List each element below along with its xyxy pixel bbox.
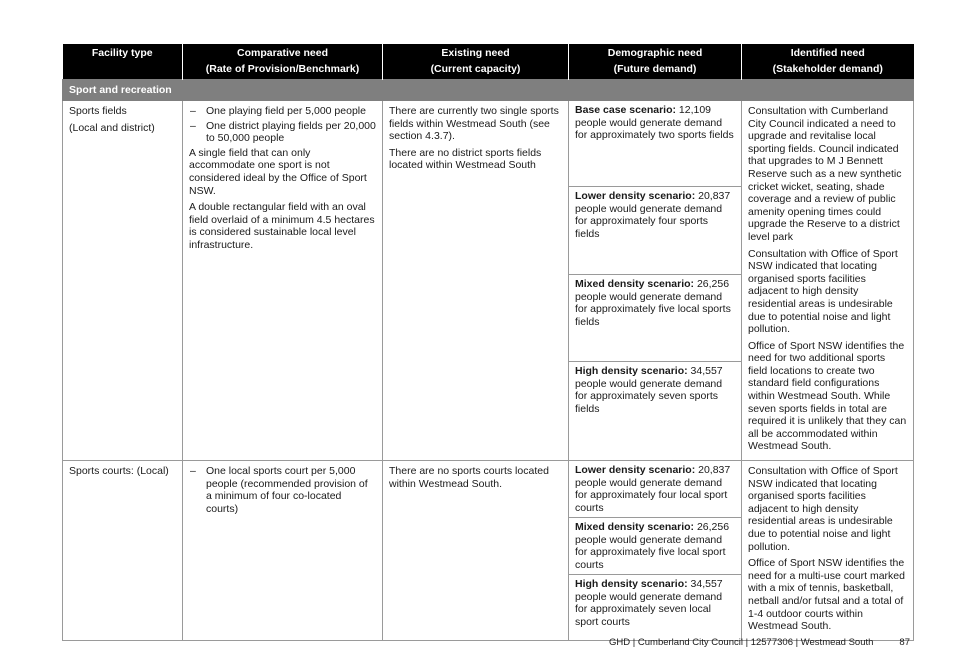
identified-text: Consultation with Office of Sport NSW indicated that locating organised sports facilities adjacent to high density residential areas is undesirable due to potential noise and light pollution. [748, 465, 898, 553]
dash-bullet: – [190, 119, 196, 132]
footer-text: GHD | Cumberland City Council | 12577306 | Westmead South [609, 637, 874, 648]
scenario-label: Mixed density scenario: [575, 278, 695, 290]
demographic-cell [569, 461, 742, 641]
scenario-box [569, 187, 741, 275]
scenario-label: Lower density scenario: [575, 464, 696, 477]
identified-text: Office of Sport NSW identifies the need for a multi-use court marked with a mix of tennis, basketball, netball and/or futsal and a total of 1-4 outdoor courts within Westmead South. [748, 557, 905, 633]
list-item [189, 105, 376, 118]
scenario-box [569, 362, 741, 419]
scenario-text: 26,256 people would generate demand for approximately five local sports fields [575, 278, 731, 328]
benchmark-cell [183, 101, 383, 461]
benchmark-list [189, 465, 376, 515]
dash-bullet: – [190, 105, 196, 117]
facility-cell [63, 101, 183, 461]
identified-text: Consultation with Office of Sport NSW indicated that locating organised sports facilities adjacent to high density residential areas is undesirable due to potential noise and light pollution. [748, 247, 898, 336]
table-row [63, 461, 914, 641]
header-comparative-need [183, 44, 383, 80]
table-row [63, 101, 914, 461]
identified-text: Consultation with Cumberland City Council indicated a need to upgrade and revitalise local sporting fields. Council indicated that upgrades to M J Bennett Reserve such as a new synthetic cricket wicket, seating, shade coverage and a review of public amenity opening times could upgrade the Reserve to a district level park [748, 105, 902, 243]
scenario-label: Lower density scenario: [575, 190, 696, 202]
demographic-cell [569, 101, 742, 461]
existing-cell [383, 461, 569, 641]
facility-cell [63, 461, 183, 641]
section-row [63, 80, 914, 101]
benchmark-note: A double rectangular field with an oval field overlaid of a minimum 4.5 hectares is considered sustainable local level infrastructure. [189, 201, 375, 251]
scenario-text: 26,256 people would generate demand for approximately five local sport courts [575, 521, 730, 571]
scenario-box [569, 575, 741, 632]
scenario-label: High density scenario: [575, 578, 688, 591]
page-footer [0, 637, 910, 648]
facility-name: Sports courts: (Local) [69, 465, 169, 478]
existing-text: There are no sports courts located within Westmead South. [389, 465, 549, 490]
benchmark-cell [183, 461, 383, 641]
header-demographic-need-sub: (Future demand) [613, 63, 697, 75]
identified-text: Office of Sport NSW identifies the need for two additional sports field locations to create two standard field configurations within Westmead South. While seven sports fields in total are required it is unlikely that they can all be accommodated within Westmead South. [748, 339, 907, 453]
header-comparative-need-label: Comparative need [236, 47, 329, 59]
scenario-box [569, 101, 741, 187]
scenario-label: Base case scenario: [575, 104, 676, 116]
scenario-text: 34,557 people would generate demand for approximately seven sports fields [575, 365, 723, 415]
header-demographic-need [569, 44, 742, 80]
scenario-label: Mixed density scenario: [575, 521, 695, 534]
identified-cell [742, 461, 914, 641]
list-item [189, 465, 376, 515]
scenario-text: 34,557 people would generate demand for approximately seven local sport courts [575, 578, 723, 628]
scenario-text: 20,837 people would generate demand for approximately four sports fields [575, 190, 731, 240]
scenario-box [569, 275, 741, 362]
scenario-text: 20,837 people would generate demand for approximately four local sport courts [575, 464, 731, 514]
needs-assessment-table [62, 44, 914, 641]
header-existing-need [383, 44, 569, 80]
existing-text: There are no district sports fields located within Westmead South [389, 146, 542, 172]
existing-cell [383, 101, 569, 461]
header-comparative-need-sub: (Rate of Provision/Benchmark) [205, 63, 360, 75]
existing-text: There are currently two single sports fields within Westmead South (see section 4.3.7). [389, 105, 559, 143]
benchmark-text: One playing field per 5,000 people [206, 105, 366, 117]
scenario-text: 12,109 people would generate demand for approximately two sports fields [575, 104, 734, 142]
identified-cell [742, 101, 914, 461]
benchmark-text: One district playing fields per 20,000 to 50,000 people [206, 119, 376, 145]
list-item [189, 120, 376, 145]
scenario-box [569, 518, 741, 575]
benchmark-note: A single field that can only accommodate one sport is not considered ideal by the Office of Sport NSW. [189, 146, 367, 197]
header-demographic-need-label: Demographic need [607, 47, 703, 59]
header-identified-need-label: Identified need [790, 47, 865, 59]
header-identified-need [742, 44, 914, 80]
header-existing-need-label: Existing need [441, 47, 510, 59]
header-identified-need-sub: (Stakeholder demand) [772, 63, 883, 75]
header-facility-type-sub [67, 61, 179, 77]
table-header-row [63, 44, 914, 80]
benchmark-list [189, 105, 376, 145]
facility-name: Sports fields [69, 105, 127, 117]
section-title: Sport and recreation [63, 80, 914, 101]
scenario-box [569, 461, 741, 518]
dash-bullet: – [190, 465, 196, 478]
page-number: 87 [899, 637, 910, 648]
header-facility-type-label: Facility type [91, 47, 153, 59]
header-existing-need-sub: (Current capacity) [430, 63, 521, 75]
header-facility-type [63, 44, 183, 80]
facility-scope: (Local and district) [69, 121, 155, 134]
scenario-label: High density scenario: [575, 365, 688, 377]
benchmark-text: One local sports court per 5,000 people (recommended provision of a minimum of four co-located courts) [206, 465, 368, 515]
